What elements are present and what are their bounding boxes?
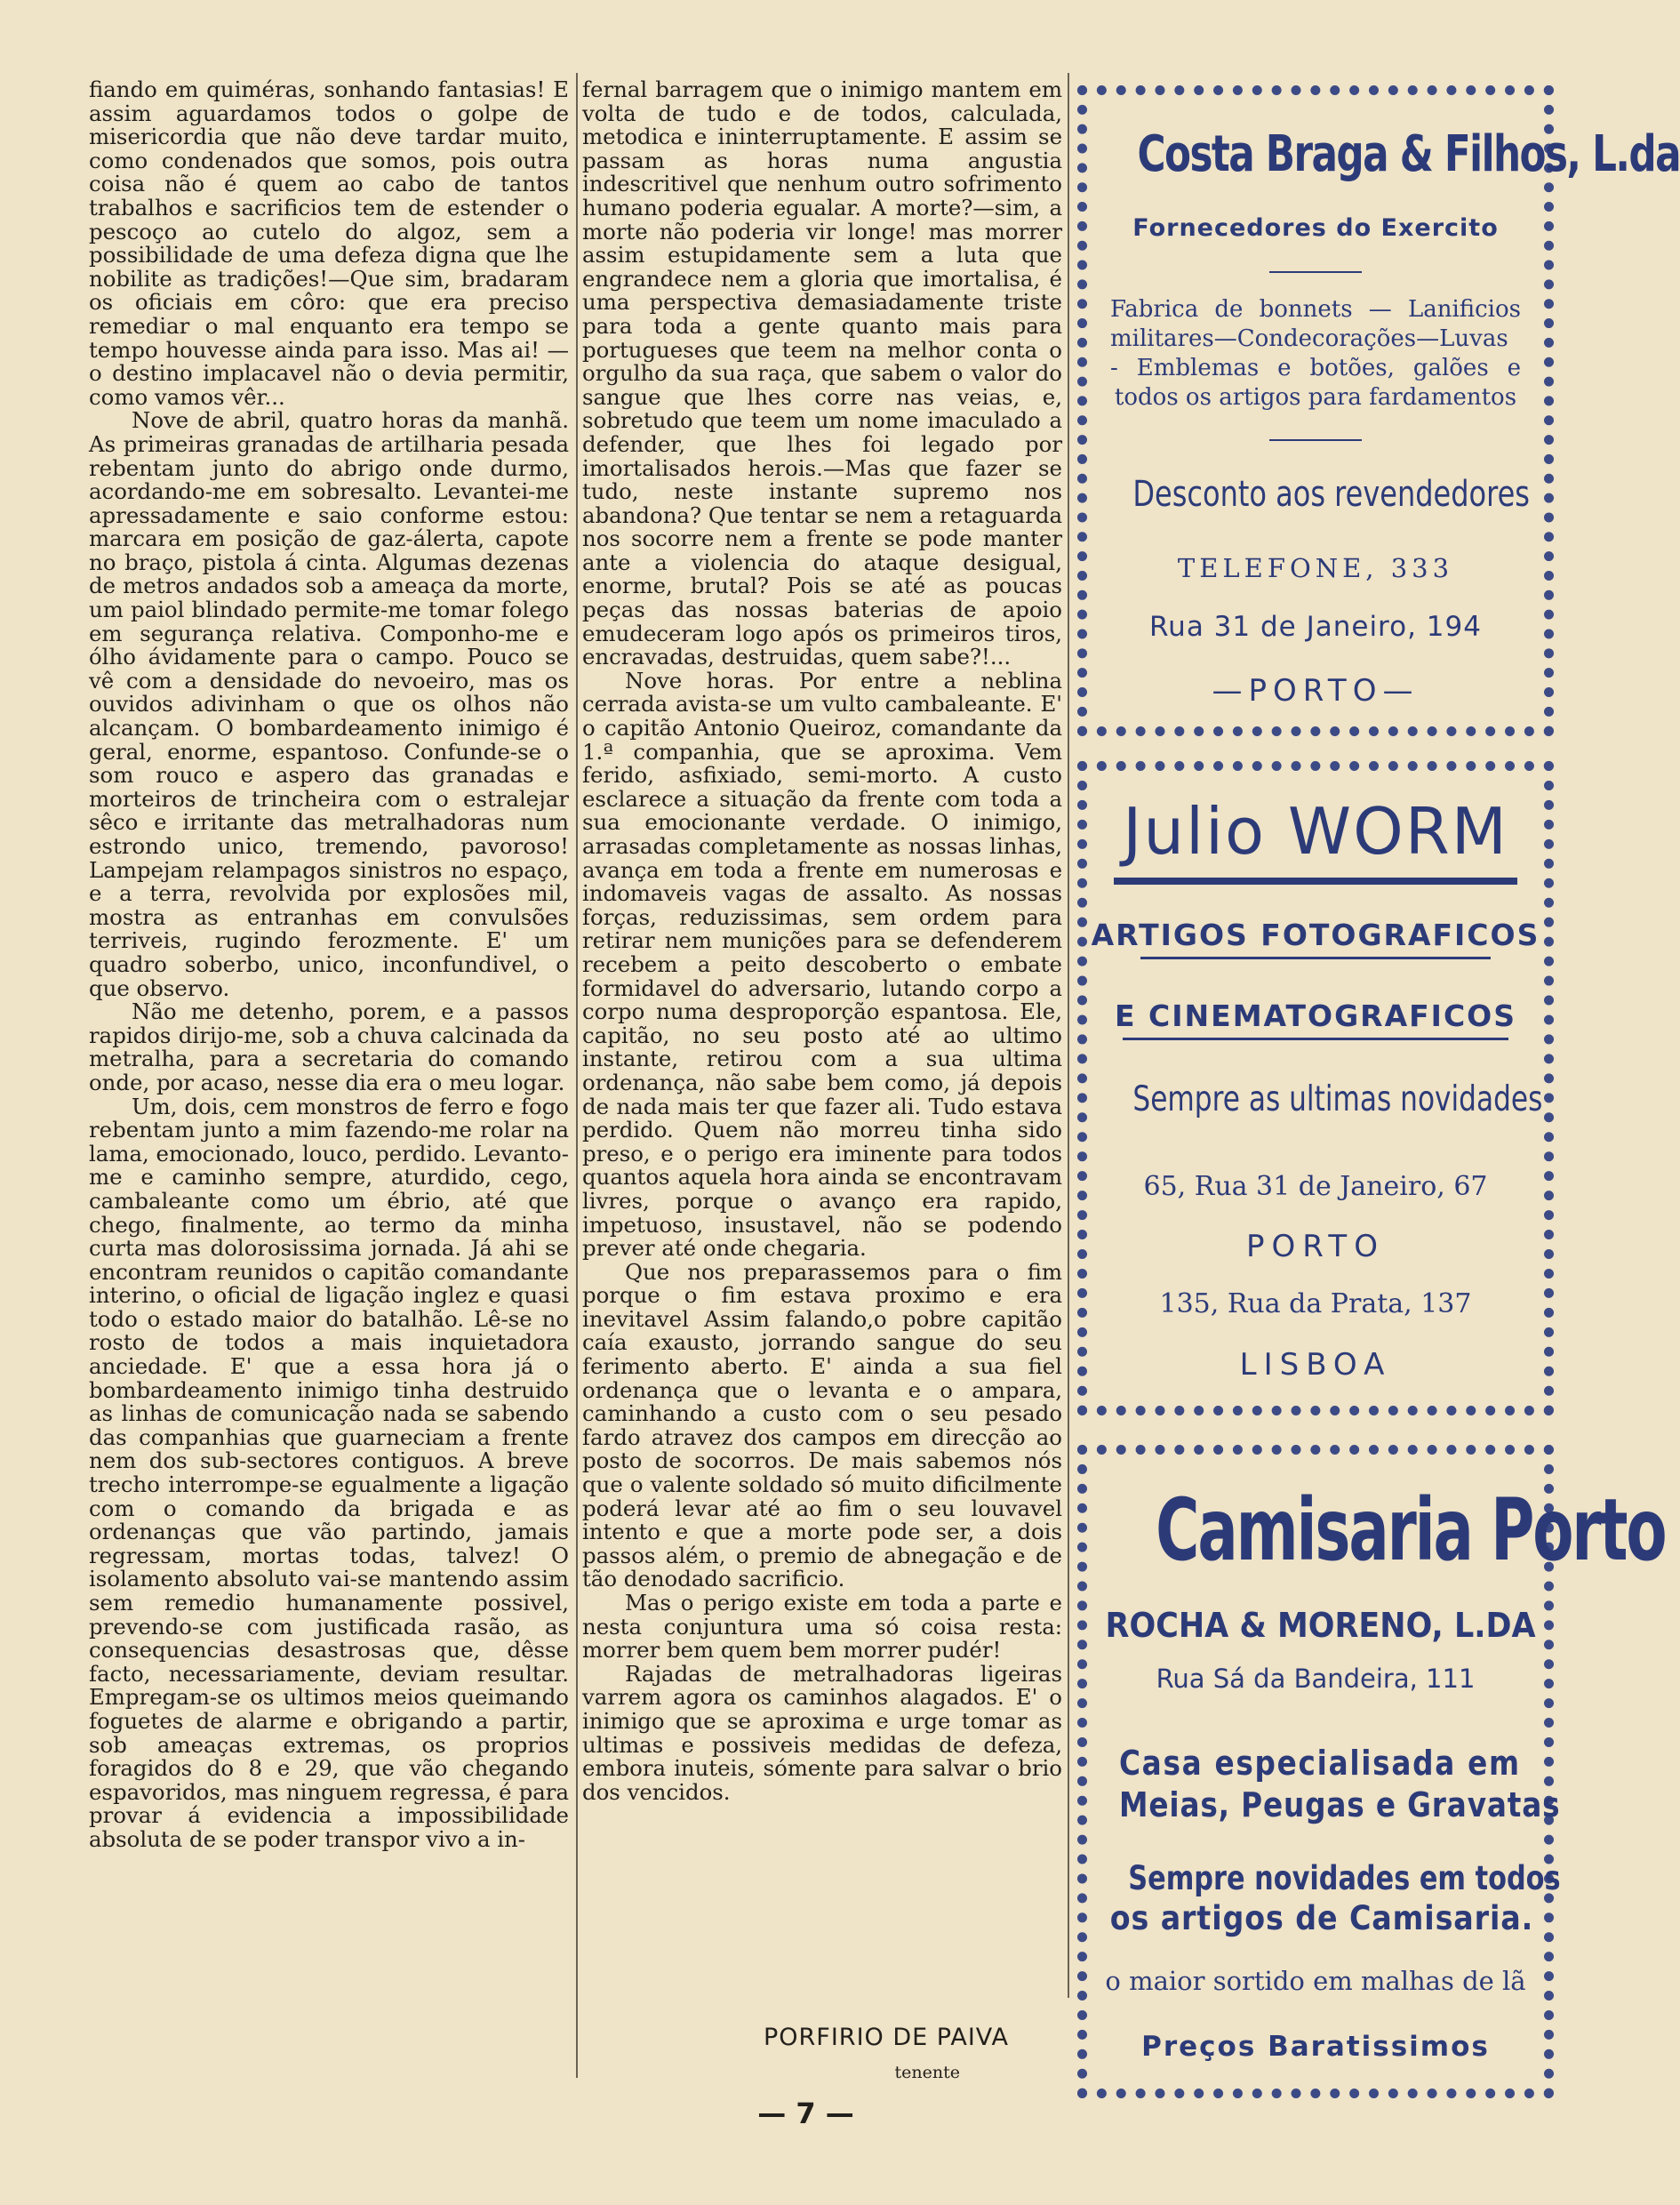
paragraph: Que nos preparassemos para o fim porque o fim estava proximo e era inevitavel Assim falando,o pobre capitão caía exausto, jorrando sangue do seu ferimento aberto. E' ainda a sua fiel ordenança que o levanta e o ampara, caminhando a custo com o seu pesado fardo atravez dos campos em direcção ao posto de socorros. De mais sabemos nós que o valente soldado só muito dificilmente poderá levar até ao fim o seu louvavel intento e que a morte pode ser, a dois passos além, o premio de abnegação e de tão denodado sacrificio. bbox=[582, 1258, 1062, 1592]
ad-address: 65, Rua 31 de Janeiro, 67 bbox=[1143, 1171, 1488, 1202]
desc-line: todos os artigos para fardamentos bbox=[1114, 384, 1517, 411]
divider bbox=[1269, 271, 1362, 273]
ad-line: o maior sortido em malhas de lã bbox=[1105, 1966, 1526, 1996]
author-rank: tenente bbox=[894, 2063, 960, 2082]
article-column-1 bbox=[89, 78, 569, 1852]
ad-line: Meias, Peugas e Gravatas bbox=[1118, 1785, 1561, 1824]
ad-address: Rua 31 de Janeiro, 194 bbox=[1149, 611, 1482, 643]
ad-costa-braga bbox=[1077, 85, 1680, 736]
ad-title: Julio WORM bbox=[1123, 794, 1508, 869]
ad-address: 135, Rua da Prata, 137 bbox=[1159, 1288, 1472, 1319]
article-column-2 bbox=[582, 78, 1062, 1804]
ad-julio-worm bbox=[1077, 761, 1554, 1415]
ad-line: E CINEMATOGRAFICOS bbox=[1115, 998, 1516, 1033]
divider bbox=[1114, 878, 1517, 885]
paragraph: Não me detenho, porem, e a passos rapidos dirijo-me, sob a chuva calcinada da metralha, para a secretaria do comando onde, por acaso, nesse dia era o meu logar. bbox=[89, 998, 569, 1095]
author-signature: PORFIRIO DE PAIVA bbox=[764, 2024, 1009, 2051]
paragraph: Um, dois, cem monstros de ferro e fogo rebentam junto a mim fazendo-me rolar na lama, emocionado, louco, perdido. Levanto-me e caminho sempre, aturdido, cego, cambaleante como um ébrio, até que chego, finalmente, ao termo da minha curta mas dolorosissima jornada. Já ahi se encontram reunidos o capitão comandante interino, o oficial de ligação inglez e quasi todo o estado maior do batalhão. Lê-se no rosto de todos a mais inquietadora anciedade. E' que a essa hora já o bombardeamento inimigo tinha destruido as linhas de comunicação nada se sabendo das companhias que guarneciam a frente nem dos sub-sectores contiguos. A breve trecho interrompe-se egualmente a ligação com o comando da brigada e as ordenanças que vão partindo, jamais regressam, mortas todas, talvez! O isolamento absoluto vai-se mantendo assim sem remedio humanamente possivel, prevendo-se com justificada rasão, as consequencias desastrosas que, dêsse facto, necessariamente, deviam resultar. Empregam-se os ultimos meios queimando foguetes de alarme e obrigando a partir, sob ameaças extremas, os proprios foragidos do 8 e 29, que vão chegando espavoridos, mas ninguem regressa, é para provar á evidencia a impossibilidade absoluta de se poder transpor vivo a in- bbox=[89, 1093, 569, 1852]
underline bbox=[1123, 1038, 1508, 1040]
ad-prices: Preços Baratissimos bbox=[1141, 2031, 1490, 2063]
desc-line: militares—Condecorações—Luvas bbox=[1110, 325, 1508, 352]
page-number: — 7 — bbox=[757, 2097, 854, 2130]
ad-city: LISBOA bbox=[1239, 1347, 1392, 1383]
ad-title: Camisaria Porto bbox=[1156, 1480, 1666, 1580]
column-divider bbox=[576, 73, 578, 2078]
desc-line: - Emblemas e botões, galões e bbox=[1110, 355, 1521, 381]
ad-description bbox=[1087, 295, 1544, 413]
column-divider bbox=[1068, 73, 1069, 1998]
paragraph: fernal barragem que o inimigo mantem em volta de tudo e de todos, calculada, metodica e ininterruptamente. E assim se passam as horas numa angustia indescritivel que nenhum outro sofrimento humano poderia egualar. A morte?—sim, a morte não poderia vir longe! mas morrer assim estupidamente sem a luta que engrandece nem a gloria que imortalisa, é uma perspectiva demasiadamente triste para toda a gente quanto mais para portugueses que teem na melhor conta o orgulho da sua raça, que sabem o valor do sangue que lhes corre nas veias, e, sobretudo que teem um nome imaculado a defender, que lhes foi legado por imortalisados herois.—Mas que fazer se tudo, neste instante supremo nos abandona? Que tentar se nem a retaguarda nos socorre nem a frente se pode manter ante a violencia do ataque desigual, enorme, brutal? Pois se até as poucas peças das nossas baterias de apoio emudeceram logo após os primeiros tiros, encravadas, destruidas, quem sabe?!... bbox=[582, 76, 1062, 670]
paragraph: Nove horas. Por entre a neblina cerrada avista-se um vulto cambaleante. E' o capitão Antonio Queiroz, comandante da 1.ª companhia, que se aproxima. Vem ferido, asfixiado, semi-morto. A custo esclarece a situação da frente com toda a sua emocionante verdade. O inimigo, arrasadas completamente as nossas linhas, avança em toda a frente em numerosas e indomaveis vagas de assalto. As nossas forças, reduzissimas, sem ordem para retirar nem munições para se defenderem recebem a peito descoberto o embate formidavel do adversario, lutando corpo a corpo numa desproporção espantosa. Ele, capitão, no seu posto até ao ultimo instante, retirou com a sua ultima ordenança, não sabe bem como, já depois de nada mais ter que fazer ali. Tudo estava perdido. Quem não morreu tinha sido preso, e o perigo era iminente para todos quantos aquela hora ainda se encontravam livres, porque o avanço era rapido, impetuoso, insustavel, não se podendo prever até onde chegaria. bbox=[582, 667, 1062, 1262]
paragraph: fiando em quiméras, sonhando fantasias! E assim aguardamos todos o golpe de misericordia que não deve tardar muito, como condenados que somos, pois outra coisa não é quem ao cabo de tantos trabalhos e sacrificios tem de estender o pescoço ao cutelo do algoz, sem a possibilidade de uma defeza digna que lhe nobilite as tradições!—Que sim, bradaram os oficiais em côro: que era preciso remediar o mal enquanto era tempo se tempo houvesse ainda para isso. Mas ai! —o destino implacavel não o devia permitir, como vamos vêr... bbox=[89, 76, 569, 410]
ad-address: Rua Sá da Bandeira, 111 bbox=[1156, 1664, 1476, 1694]
paragraph: Mas o perigo existe em toda a parte e nesta conjuntura uma só coisa resta: morrer bem quem bem morrer pudér! bbox=[582, 1590, 1062, 1664]
underline bbox=[1140, 957, 1491, 959]
ad-firm: ROCHA & MORENO, L.DA bbox=[1105, 1606, 1536, 1645]
ad-subtitle: Fornecedores do Exercito bbox=[1132, 214, 1499, 242]
ad-phone: TELEFONE, 333 bbox=[1177, 553, 1454, 583]
ad-city: PORTO bbox=[1246, 1229, 1385, 1264]
ad-line: Sempre novidades em todos bbox=[1128, 1859, 1561, 1897]
ad-line: Casa especialisada em bbox=[1118, 1744, 1521, 1783]
paragraph: Rajadas de metralhadoras ligeiras varrem agora os caminhos alagados. E' o inimigo que se aproxima e urge tomar as ultimas e possiveis medidas de defeza, embora inuteis, sómente para salvar o brio dos vencidos. bbox=[582, 1660, 1062, 1805]
ad-city: —PORTO— bbox=[1212, 673, 1420, 709]
ad-title: Costa Braga & Filhos, L.da bbox=[1137, 125, 1680, 183]
ad-discount: Desconto aos revendedores bbox=[1132, 474, 1530, 515]
ad-camisaria-porto bbox=[1077, 1445, 1666, 2098]
divider bbox=[1269, 439, 1362, 441]
ad-line: os artigos de Camisaria. bbox=[1109, 1899, 1534, 1937]
ad-line: ARTIGOS FOTOGRAFICOS bbox=[1091, 918, 1540, 952]
desc-line: Fabrica de bonnets — Lanificios bbox=[1110, 296, 1521, 323]
paragraph: Nove de abril, quatro horas da manhã. As primeiras granadas de artilharia pesada rebentam junto do abrigo onde durmo, acordando-me em sobresalto. Levantei-me apressadamente e saio conforme estou: marcara em posição de gaz-álerta, capote no braço, pistola á cinta. Algumas dezenas de metros andados sob a ameaça da morte, um paiol blindado permite-me tomar folego em segurança relativa. Componho-me e ólho ávidamente para o campo. Pouco se vê com a densidade do nevoeiro, mas os ouvidos adivinham o que os olhos não alcançam. O bombardeamento inimigo é geral, enorme, espantoso. Confunde-se o som rouco e aspero das granadas e morteiros de trincheira com o estralejar sêco e irritante das metralhadoras num estrondo unico, tremendo, pavoroso! Lampejam relampagos sinistros no espaço, e a terra, revolvida por explosões mil, mostra as entranhas em convulsões terriveis, rugindo ferozmente. E' um quadro soberbo, unico, inconfundivel, o que observo. bbox=[89, 407, 569, 1001]
ad-tagline: Sempre as ultimas novidades bbox=[1132, 1079, 1543, 1119]
